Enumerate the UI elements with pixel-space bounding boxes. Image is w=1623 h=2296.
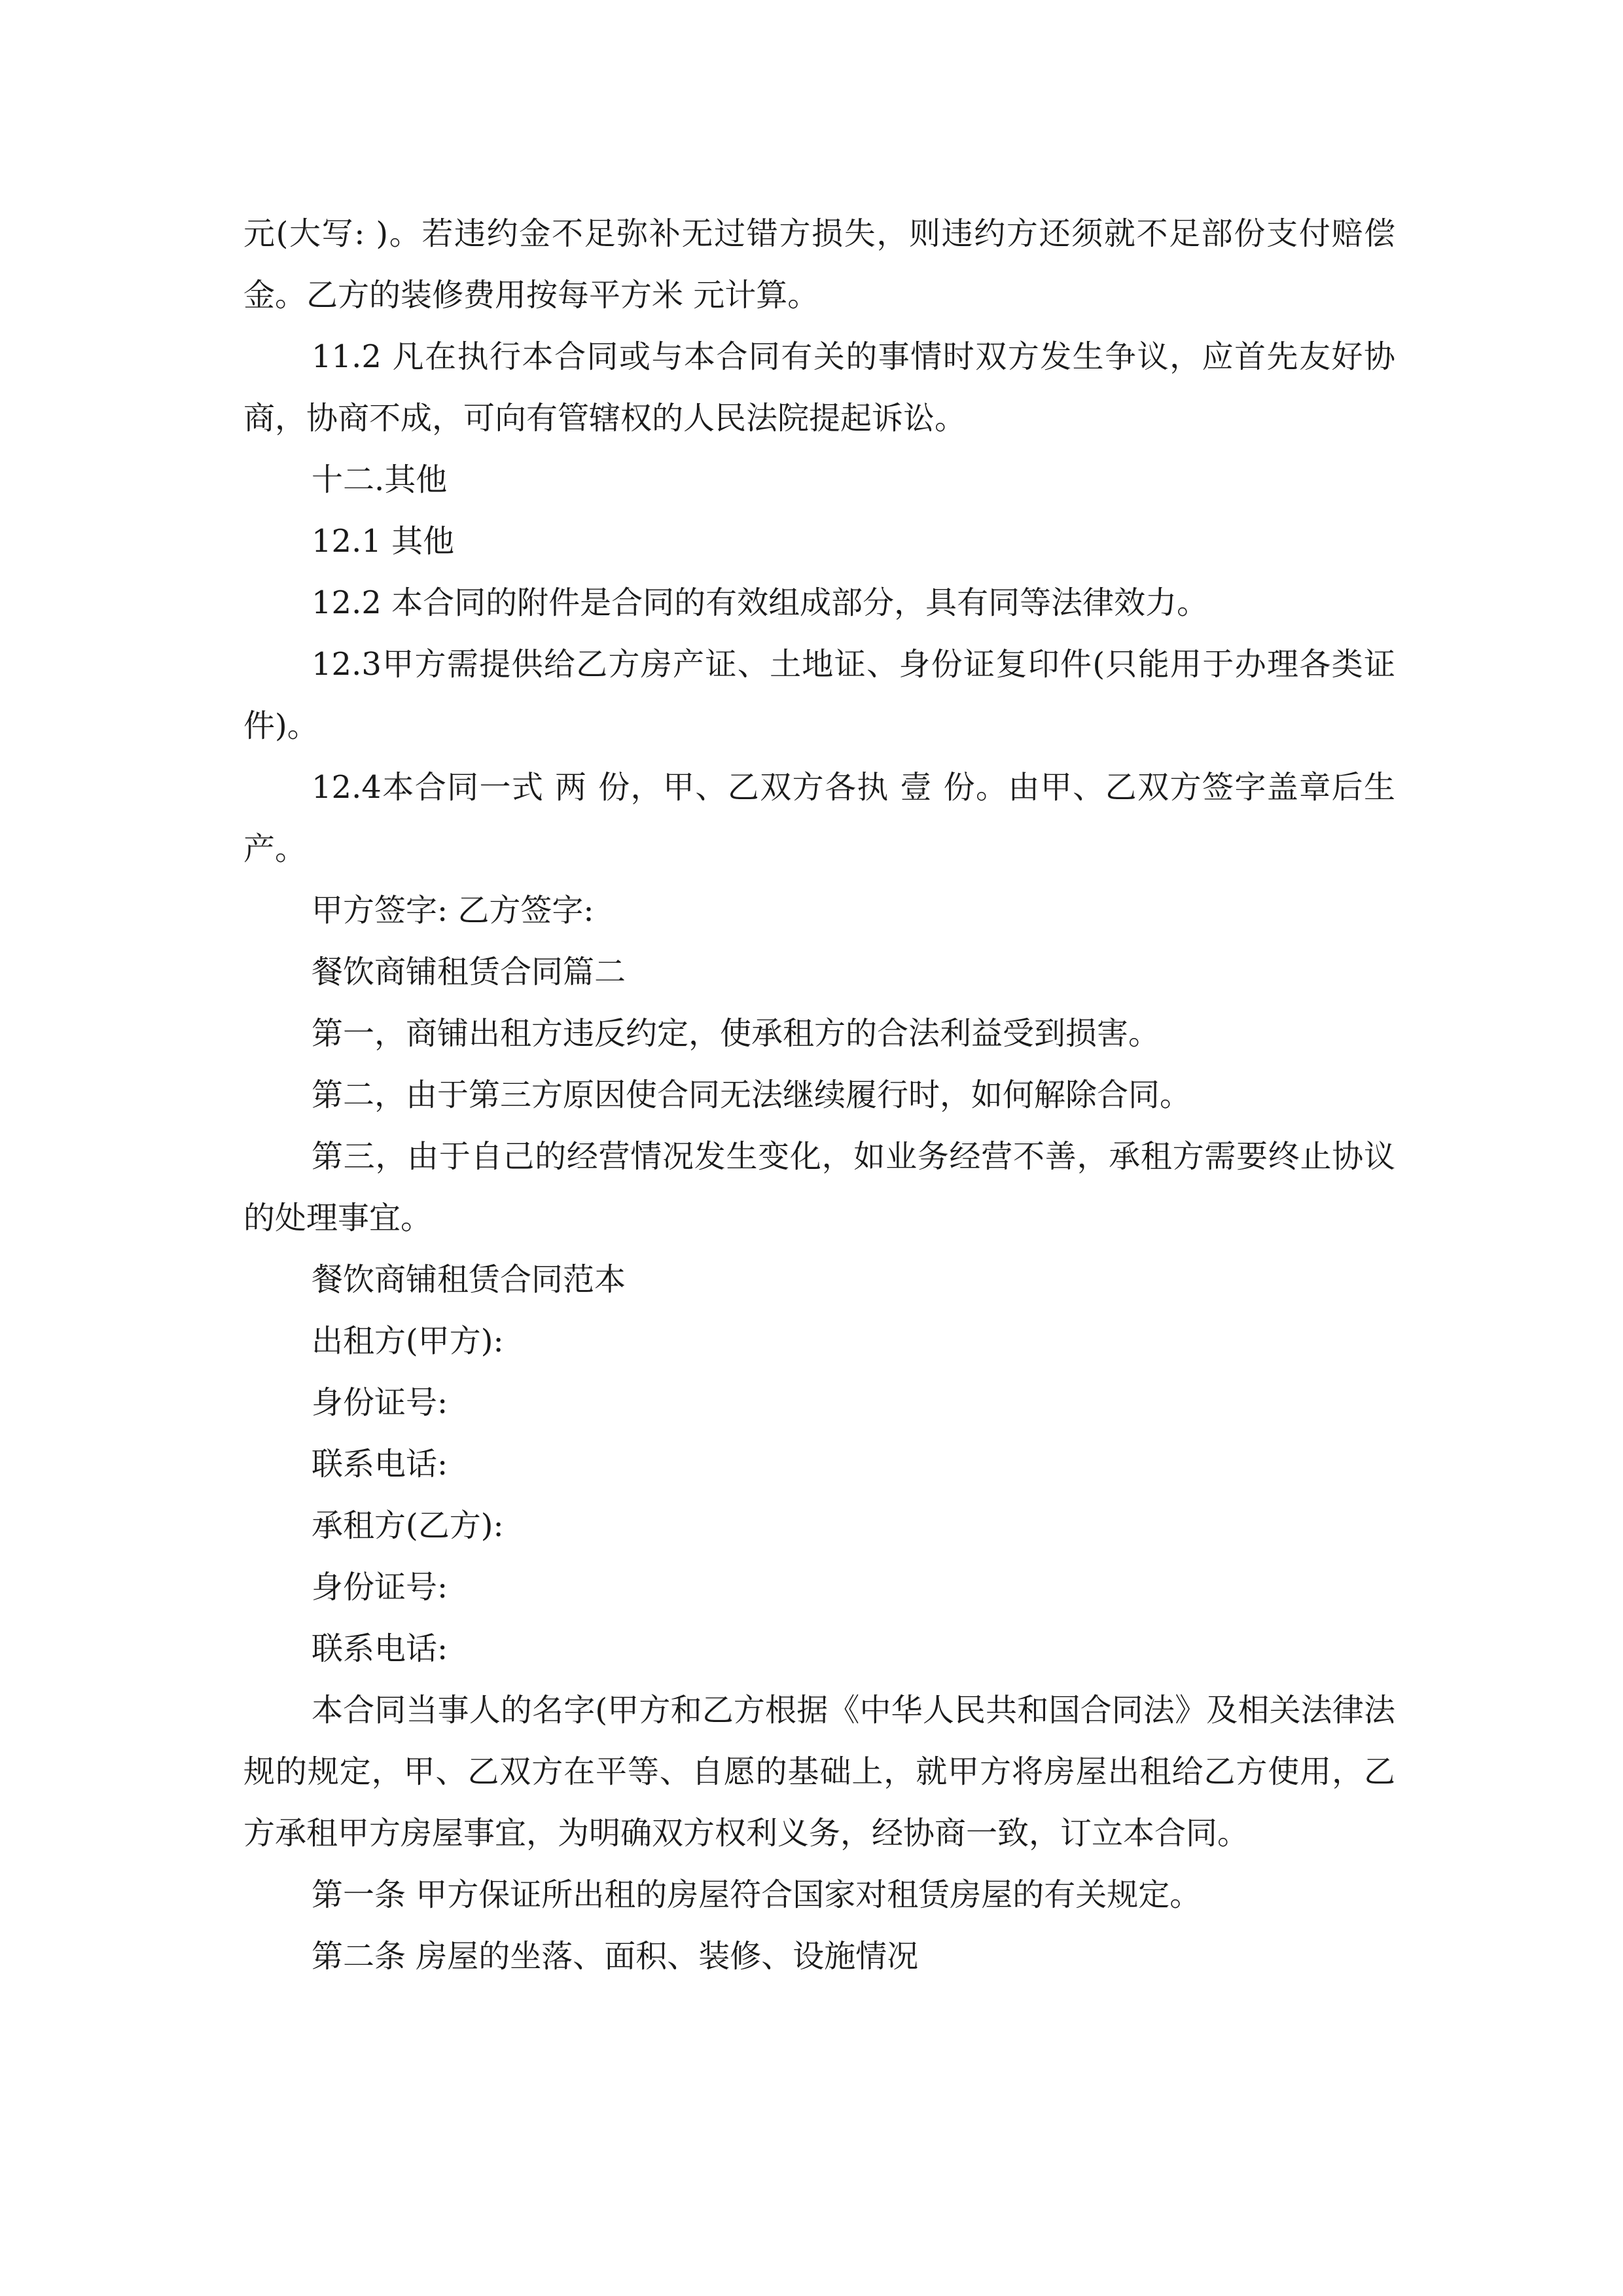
lessee-field-label: 承租方(乙方): [312, 1507, 504, 1544]
template-title: 餐饮商铺租赁合同范本 [312, 1261, 626, 1298]
section-title-part-two: 餐饮商铺租赁合同篇二 [312, 954, 626, 990]
paragraph-clause-12-2: 12.2 本合同的附件是合同的有效组成部分，具有同等法律效力。 [312, 584, 1209, 621]
paragraph-article-1: 第一条 甲方保证所出租的房屋符合国家对租赁房屋的有关规定。 [312, 1876, 1202, 1913]
lessee-phone-field-label: 联系电话: [312, 1630, 448, 1667]
paragraph-article-2: 第二条 房屋的坐落、面积、装修、设施情况 [312, 1938, 919, 1975]
paragraph-clause-11-2: 11.2 凡在执行本合同或与本合同有关的事情时双方发生争议，应首先友好协商，协商不成，可向有管辖权的人民法院提起诉讼。 [243, 338, 1395, 437]
paragraph-first-point: 第一，商铺出租方违反约定，使承租方的合法利益受到损害。 [312, 1015, 1160, 1052]
document-body [243, 203, 1395, 1987]
paragraph-clause-12-3: 12.3甲方需提供给乙方房产证、土地证、身份证复印件(只能用于办理各类证件)。 [243, 646, 1395, 744]
lessor-id-field-label: 身份证号: [312, 1384, 448, 1421]
lessee-id-field-label: 身份证号: [312, 1569, 448, 1605]
lessor-phone-field-label: 联系电话: [312, 1446, 448, 1482]
paragraph-second-point: 第二，由于第三方原因使合同无法继续履行时，如何解除合同。 [312, 1077, 1192, 1113]
lessor-field-label: 出租方(甲方): [312, 1323, 504, 1359]
paragraph-clause-12-1: 12.1 其他 [312, 523, 455, 560]
paragraph-penalty-continued: 元(大写: )。若违约金不足弥补无过错方损失，则违约方还须就不足部份支付赔偿金。乙方的装修费用按每平方米 元计算。 [243, 215, 1395, 314]
paragraph-clause-12-4: 12.4本合同一式 两 份，甲、乙双方各执 壹 份。由甲、乙双方签字盖章后生产。 [243, 769, 1395, 867]
signature-line: 甲方签字: 乙方签字: [312, 892, 594, 929]
paragraph-preamble: 本合同当事人的名字(甲方和乙方根据《中华人民共和国合同法》及相关法律法规的规定，甲、乙双方在平等、自愿的基础上，就甲方将房屋出租给乙方使用，乙方承租甲方房屋事宜，为明确双方权利义务，经协商一致，订立本合同。 [243, 1692, 1395, 1852]
paragraph-third-point: 第三，由于自己的经营情况发生变化，如业务经营不善，承租方需要终止协议的处理事宜。 [243, 1138, 1395, 1236]
section-heading-12: 十二.其他 [312, 461, 448, 498]
